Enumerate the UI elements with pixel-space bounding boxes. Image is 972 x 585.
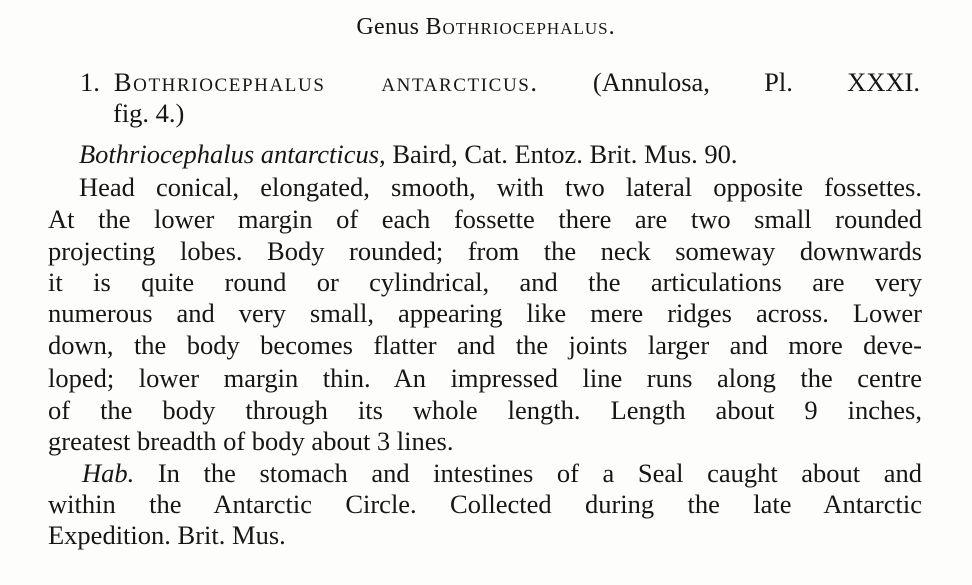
genus-heading	[0, 14, 972, 41]
description-line-9: greatest breadth of body about 3 lines.	[48, 426, 454, 456]
habitat-label: Hab.	[82, 458, 135, 488]
description-line-5: numerous and very small, appearing like mere ridges across. Lower	[48, 298, 922, 328]
plate-reference: (Annulosa, Pl. XXXI.	[592, 67, 920, 97]
description-line-7: loped; lower margin thin. An impressed line runs along the centre	[48, 363, 922, 393]
description-line-6: down, the body becomes flatter and the joints larger and more deve-	[48, 330, 922, 360]
plate-reference-continued: fig. 4.)	[113, 98, 185, 128]
description-line-1: Head conical, elongated, smooth, with two lateral opposite fossettes.	[79, 172, 922, 202]
habitat-line-2: within the Antarctic Circle. Collected during the late Antarctic	[48, 489, 922, 519]
species-entry-line	[80, 66, 920, 98]
species-name: Bothriocephalus antarcticus.	[113, 67, 539, 97]
facing-page-bleed	[40, 566, 740, 580]
synonym-citation: Baird, Cat. Entoz. Brit. Mus. 90.	[385, 139, 738, 169]
habitat-line-1	[82, 457, 922, 489]
description-line-2: At the lower margin of each fossette there are two small rounded	[48, 204, 922, 234]
habitat-text: In the stomach and intestines of a Seal caught about and	[134, 458, 922, 488]
synonym-line	[79, 138, 738, 170]
habitat-line-3: Expedition. Brit. Mus.	[48, 520, 286, 550]
description-line-3: projecting lobes. Body rounded; from the neck someway downwards	[48, 236, 922, 266]
species-number: 1.	[80, 67, 100, 97]
synonym-name: Bothriocephalus antarcticus,	[79, 139, 386, 169]
genus-heading-prefix: Genus	[356, 14, 426, 40]
description-line-8: of the body through its whole length. Length about 9 inches,	[48, 395, 922, 425]
genus-heading-name: Bothriocephalus.	[425, 14, 616, 40]
description-line-4: it is quite round or cylindrical, and the articulations are very	[48, 267, 922, 297]
